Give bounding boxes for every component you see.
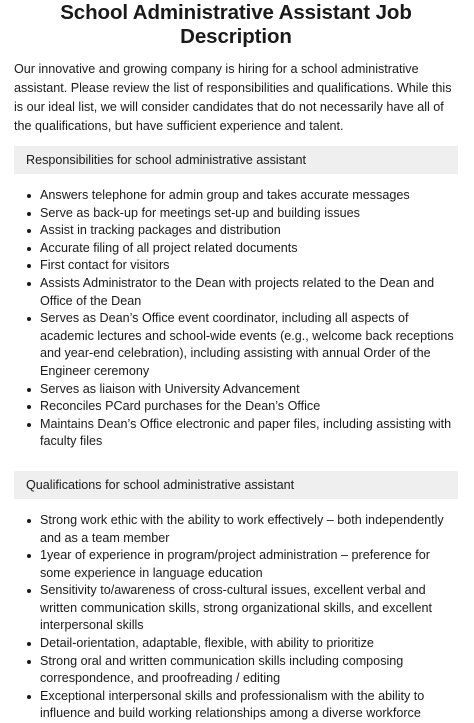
list-item (14, 187, 458, 205)
bullet-icon (27, 405, 31, 409)
bullet-icon (27, 388, 31, 392)
bullet-icon (27, 423, 31, 427)
list-item-text: Assists Administrator to the Dean with projects related to the Dean and Office of the Dean (40, 275, 435, 308)
list-item (14, 205, 458, 223)
list-item (14, 547, 458, 582)
list-item (14, 653, 458, 688)
list-item-text: Exceptional interpersonal skills and professionalism with the ability to influence and build working relationships among a diverse workforce (40, 688, 425, 721)
list-item-text: 1year of experience in program/project administration – preference for some experience in language education (40, 548, 430, 580)
bullet-icon (27, 519, 31, 523)
list-item-text: Serve as back-up for meetings set-up and building issues (40, 205, 360, 220)
list-item (14, 240, 458, 258)
list-item (14, 275, 458, 310)
list-item-text: Detail-orientation, adaptable, flexible, with ability to prioritize (40, 636, 374, 651)
bullet-icon (27, 247, 31, 251)
bullet-icon (27, 282, 31, 286)
bullet-icon (27, 660, 31, 664)
bullet-icon (27, 554, 31, 558)
responsibilities-heading: Responsibilities for school administrative assistant (14, 146, 458, 174)
list-item-text: Assist in tracking packages and distribution (40, 223, 281, 238)
page-title: School Administrative Assistant Job Description (60, 1, 412, 48)
list-item-text: Strong work ethic with the ability to work effectively – both independently and as a team member (40, 512, 444, 545)
list-item-text: First contact for visitors (40, 258, 170, 273)
list-item (14, 381, 458, 399)
qualifications-heading: Qualifications for school administrative assistant (14, 471, 458, 499)
bullet-icon (27, 695, 31, 699)
bullet-icon (27, 317, 31, 321)
list-item (14, 512, 458, 547)
list-item (14, 310, 458, 380)
bullet-icon (27, 642, 31, 646)
list-item (14, 257, 458, 275)
qualifications-list (14, 512, 458, 723)
list-item-text: Serves as Dean’s Office event coordinator, including all aspects of academic lectures and school-wide events (e.g., welcome back receptions and year-end celebration), including assisting with annual Order of the Engineer ceremony (40, 311, 454, 378)
list-item-text: Answers telephone for admin group and takes accurate messages (40, 188, 410, 202)
list-item (14, 222, 458, 240)
list-item-text: Maintains Dean’s Office electronic and paper files, including assisting with faculty files (40, 416, 452, 449)
bullet-icon (27, 264, 31, 268)
list-item-text: Sensitivity to/awareness of cross-cultural issues, excellent verbal and written communication skills, strong organizational skills, and excellent interpersonal skills (40, 583, 432, 633)
bullet-icon (27, 229, 31, 233)
list-item-text: Accurate filing of all project related documents (40, 240, 298, 255)
bullet-icon (27, 194, 31, 198)
list-item (14, 398, 458, 416)
list-item (14, 635, 458, 653)
list-item-text: Reconciles PCard purchases for the Dean’s Office (40, 399, 321, 414)
intro-paragraph: Our innovative and growing company is hiring for a school administrative assistant. Please review the list of responsibilities and qualifications. While this is our ideal list, we will consider candidates that do not necessarily have all of the qualifications, but have sufficient experience and talent. (14, 62, 452, 133)
bullet-icon (27, 212, 31, 216)
list-item-text: Strong oral and written communication skills including composing correspondence, and proofreading / editing (40, 653, 404, 686)
list-item (14, 582, 458, 635)
bullet-icon (27, 589, 31, 593)
responsibilities-list (14, 187, 458, 451)
list-item-text: Serves as liaison with University Advancement (40, 381, 300, 396)
list-item (14, 416, 458, 451)
